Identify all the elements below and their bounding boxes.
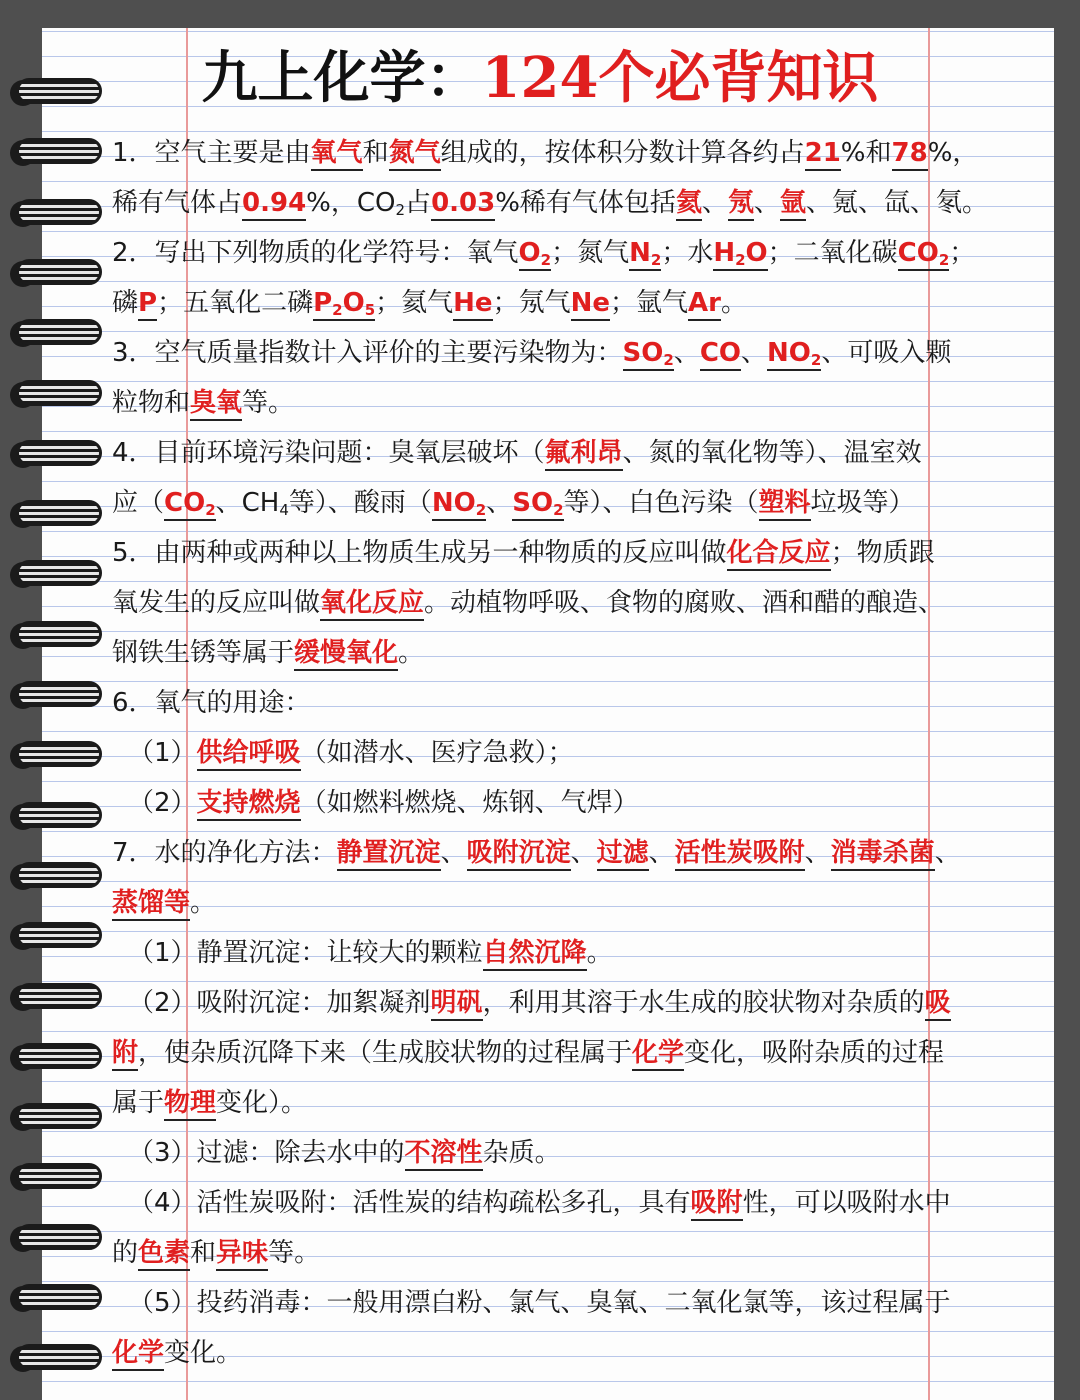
key-term: [545, 438, 623, 471]
note-text: 、: [701, 188, 728, 218]
key-term-text: 静置沉淀: [336, 838, 441, 868]
key-term-text: 吸附: [690, 1188, 743, 1218]
subscript: 2: [650, 251, 662, 269]
binding-ring: [10, 1344, 102, 1374]
note-text: 和: [190, 1238, 217, 1268]
note-text: 3．空气质量指数计入评价的主要污染物为：: [112, 338, 623, 368]
note-text: 7．水的净化方法：: [112, 838, 337, 868]
note-text: （如燃料燃烧、炼钢、气焊）: [300, 788, 639, 818]
binding-ring: [10, 862, 102, 892]
binding-ring: [10, 741, 102, 771]
note-text: 1．空气主要是由: [112, 138, 311, 168]
note-line: [112, 178, 1047, 228]
note-text: ；物质跟: [830, 538, 935, 568]
binding-ring: [10, 319, 102, 349]
key-term-text: 21: [804, 138, 841, 168]
note-text: 属于: [112, 1088, 165, 1118]
key-term-text: 支持燃烧: [196, 788, 301, 818]
note-line: [112, 428, 1047, 478]
note-line: [112, 928, 1047, 978]
key-term: [728, 188, 754, 221]
key-term: [519, 238, 552, 271]
note-text: %稀有气体包括: [495, 188, 676, 218]
note-line: [112, 1328, 1047, 1378]
key-term: [112, 888, 190, 921]
key-term: [138, 288, 157, 321]
key-term-text: 塑料: [758, 488, 811, 518]
note-text: 杂质。: [482, 1138, 561, 1168]
binding-ring: [10, 380, 102, 410]
binding-ring: [10, 1043, 102, 1073]
binding-ring: [10, 922, 102, 952]
key-term: [242, 188, 306, 221]
note-text: ，使杂质沉降下来（生成胶状物的过程属于: [138, 1038, 633, 1068]
note-text: （如潜水、医疗急救）；: [300, 738, 574, 768]
note-text: 磷: [112, 288, 139, 318]
key-term-text: 供给呼吸: [196, 738, 301, 768]
note-text: 、: [934, 838, 961, 868]
binding-ring: [10, 1284, 102, 1314]
key-term: [700, 338, 741, 371]
note-text: 、可吸入颗: [821, 338, 952, 368]
key-term-text: 化学: [632, 1038, 685, 1068]
note-text: 4．目前环境污染问题：臭氧层破坏（: [112, 438, 545, 468]
key-term-text: 蒸馏等: [112, 888, 191, 918]
note-text: 应（: [112, 488, 165, 518]
key-term-text: 臭氧: [190, 388, 243, 418]
key-term: [571, 288, 610, 321]
key-term: [483, 938, 587, 971]
key-term: [898, 238, 950, 271]
note-text: 。动植物呼吸、食物的腐败、酒和醋的酿造、: [424, 588, 945, 618]
note-text: （2）吸附沉淀：加絮凝剂: [128, 988, 431, 1018]
note-text: 。: [190, 888, 217, 918]
note-text: ，利用其溶于水生成的胶状物对杂质的: [482, 988, 925, 1018]
key-term: [727, 538, 831, 571]
note-line: [112, 1278, 1047, 1328]
note-text: 、: [741, 338, 768, 368]
key-term-text: 氖: [727, 188, 754, 218]
key-term: [676, 188, 702, 221]
key-term-text: 化学: [112, 1338, 165, 1368]
key-term: [831, 838, 935, 871]
note-text: （1）: [128, 738, 197, 768]
binding-ring: [10, 1224, 102, 1254]
note-text: ；氦气: [375, 288, 454, 318]
note-line: [112, 578, 1047, 628]
note-text: （3）过滤：除去水中的: [128, 1138, 405, 1168]
note-text: 等）、酸雨（: [288, 488, 432, 518]
note-text: 。: [398, 638, 425, 668]
note-line: [112, 778, 1047, 828]
key-term-text: 氧化反应: [320, 588, 425, 618]
page-title: [0, 40, 1080, 116]
note-text: %和: [840, 138, 892, 168]
key-term-text: 活性炭吸附: [674, 838, 805, 868]
key-term: [164, 1088, 216, 1121]
note-text: ；水: [661, 238, 714, 268]
key-term-text: 78: [891, 138, 928, 168]
key-term: [805, 138, 841, 171]
note-text: ；氮气: [551, 238, 630, 268]
note-text: 、CH: [215, 488, 280, 518]
note-text: 、: [648, 838, 675, 868]
note-line: [112, 1028, 1047, 1078]
key-term: [313, 288, 375, 321]
note-text: 变化）。: [216, 1088, 308, 1118]
key-term: [767, 338, 821, 371]
key-term: [675, 838, 805, 871]
subscript: 2: [938, 251, 950, 269]
key-term: [112, 1338, 164, 1371]
note-text: 等）、白色污染（: [563, 488, 759, 518]
key-term: [190, 388, 242, 421]
key-term-text: NO: [431, 488, 476, 518]
key-term-text: Ne: [570, 288, 610, 318]
key-term-text: 消毒杀菌: [830, 838, 935, 868]
note-text: （2）: [128, 788, 197, 818]
note-text: 等。: [242, 388, 295, 418]
binding-ring: [10, 1163, 102, 1193]
note-text: 占: [405, 188, 432, 218]
key-term-text: H: [713, 238, 736, 268]
subscript: 2: [205, 501, 216, 519]
note-text: 等。: [268, 1238, 321, 1268]
note-line: [112, 878, 1047, 928]
note-text: 2．写出下列物质的化学符号：氧气: [112, 238, 519, 268]
key-term-text: 0.94: [242, 188, 307, 218]
key-term-text: CO: [164, 488, 206, 518]
subscript: 4: [279, 501, 289, 519]
note-text: 粒物和: [112, 388, 191, 418]
binding-ring: [10, 259, 102, 289]
note-text: ；五氧化二磷: [157, 288, 314, 318]
binding-ring: [10, 138, 102, 168]
note-text: ；氩气: [609, 288, 688, 318]
key-term: [597, 838, 649, 871]
binding-ring: [10, 500, 102, 530]
key-term-text: O: [745, 238, 768, 268]
note-text: 稀有气体占: [112, 188, 243, 218]
key-term: [713, 238, 767, 271]
note-line: [112, 128, 1047, 178]
key-term-text: SO: [512, 488, 554, 518]
note-text: 。: [586, 938, 613, 968]
key-term: [389, 138, 441, 171]
note-line: [112, 228, 1047, 278]
key-term: [432, 488, 486, 521]
binding-ring: [10, 1103, 102, 1133]
key-term: [405, 1138, 483, 1171]
note-text: 。: [720, 288, 747, 318]
subscript: 2: [332, 301, 343, 319]
spiral-binding: [0, 0, 110, 1400]
note-text: 、: [486, 488, 513, 518]
note-line: [112, 378, 1047, 428]
key-term-text: Ar: [688, 288, 721, 318]
key-term: [311, 138, 363, 171]
subscript: 2: [475, 501, 487, 519]
note-text: 、: [570, 838, 597, 868]
key-term-text: O: [518, 238, 541, 268]
key-term-text: 氟利昂: [544, 438, 623, 468]
subscript: 2: [395, 201, 406, 219]
key-term-text: O: [342, 288, 365, 318]
key-term-text: 吸: [924, 988, 951, 1018]
binding-ring: [10, 802, 102, 832]
key-term: [632, 1038, 684, 1071]
key-term: [164, 488, 216, 521]
key-term: [623, 338, 674, 371]
note-text: 、: [804, 838, 831, 868]
key-term-text: N: [629, 238, 651, 268]
key-term-text: 氮气: [388, 138, 441, 168]
key-term-text: 明矾: [430, 988, 483, 1018]
note-text: %，CO: [306, 188, 396, 218]
key-term-text: SO: [622, 338, 664, 368]
note-line: [112, 528, 1047, 578]
note-line: [112, 978, 1047, 1028]
key-term: [320, 588, 424, 621]
key-term: [688, 288, 721, 321]
key-term-text: He: [453, 288, 493, 318]
key-term: [780, 188, 806, 221]
note-line: [112, 1078, 1047, 1128]
note-text: ；: [949, 238, 976, 268]
key-term-text: 0.03: [431, 188, 496, 218]
note-line: [112, 828, 1047, 878]
key-term: [453, 288, 492, 321]
key-term-text: CO: [897, 238, 939, 268]
key-term: [512, 488, 563, 521]
key-term: [197, 738, 301, 771]
key-term: [112, 1038, 138, 1071]
key-term: [294, 638, 398, 671]
note-text: 变化。: [164, 1338, 243, 1368]
note-text: 氧发生的反应叫做: [112, 588, 321, 618]
note-line: [112, 1128, 1047, 1178]
key-term-text: 自然沉降: [482, 938, 587, 968]
binding-ring: [10, 983, 102, 1013]
subscript: 2: [735, 251, 746, 269]
key-term: [892, 138, 928, 171]
note-line: [112, 628, 1047, 678]
binding-ring: [10, 621, 102, 651]
note-text: %，: [927, 138, 979, 168]
subscript: 2: [553, 501, 564, 519]
notes-body: [112, 128, 1047, 1378]
key-term: [197, 788, 301, 821]
key-term-text: CO: [699, 338, 742, 368]
key-term-text: 氧气: [310, 138, 363, 168]
note-text: （1）静置沉淀：让较大的颗粒: [128, 938, 483, 968]
key-term-text: 氦: [675, 188, 702, 218]
note-line: [112, 478, 1047, 528]
binding-ring: [10, 560, 102, 590]
key-term-text: 缓慢氧化: [294, 638, 399, 668]
note-text: ；氖气: [492, 288, 571, 318]
note-line: [112, 1228, 1047, 1278]
subscript: 2: [540, 251, 552, 269]
key-term-text: 氩: [780, 188, 807, 218]
key-term: [431, 188, 495, 221]
note-text: 5．由两种或两种以上物质生成另一种物质的反应叫做: [112, 538, 727, 568]
note-line: [112, 328, 1047, 378]
note-text: 的: [112, 1238, 139, 1268]
binding-ring: [10, 199, 102, 229]
binding-ring: [10, 681, 102, 711]
note-text: 变化，吸附杂质的过程: [684, 1038, 945, 1068]
key-term: [431, 988, 483, 1021]
subscript: 2: [810, 351, 822, 369]
key-term: [216, 1238, 268, 1271]
note-text: 、: [753, 188, 780, 218]
note-text: （5）投药消毒：一般用漂白粉、氯气、臭氧、二氧化氯等，该过程属于: [128, 1288, 951, 1318]
binding-ring: [10, 440, 102, 470]
subscript: 5: [364, 301, 376, 319]
key-term: [138, 1238, 190, 1271]
key-term-text: 色素: [138, 1238, 191, 1268]
note-text: 、氪、氙、氡。: [806, 188, 989, 218]
note-text: ；二氧化碳: [767, 238, 898, 268]
key-term-text: 吸附沉淀: [466, 838, 571, 868]
note-text: （4）活性炭吸附：活性炭的结构疏松多孔，具有: [128, 1188, 691, 1218]
key-term: [759, 488, 811, 521]
key-term-text: 物理: [164, 1088, 217, 1118]
note-text: 组成的，按体积分数计算各约占: [440, 138, 805, 168]
key-term-text: 附: [112, 1038, 139, 1068]
title-subject: 九上化学：: [201, 45, 482, 111]
key-term-text: 不溶性: [404, 1138, 483, 1168]
note-line: [112, 278, 1047, 328]
key-term: [691, 1188, 743, 1221]
note-text: 、氮的氧化物等）、温室效: [622, 438, 922, 468]
title-highlight: 124个必背知识: [481, 45, 879, 111]
key-term-text: 化合反应: [726, 538, 831, 568]
note-text: 垃圾等）: [810, 488, 915, 518]
note-text: 、: [673, 338, 700, 368]
key-term: [925, 988, 951, 1021]
note-text: 和: [362, 138, 389, 168]
note-text: 性，可以吸附水中: [742, 1188, 951, 1218]
note-line: [112, 1178, 1047, 1228]
note-text: 钢铁生锈等属于: [112, 638, 295, 668]
key-term-text: NO: [767, 338, 811, 368]
note-line: [112, 678, 1047, 728]
note-text: 6．氧气的用途：: [112, 688, 311, 718]
key-term-text: P: [313, 288, 333, 318]
key-term: [467, 838, 571, 871]
subscript: 2: [663, 351, 674, 369]
key-term: [629, 238, 661, 271]
key-term: [337, 838, 441, 871]
note-line: [112, 728, 1047, 778]
key-term-text: 过滤: [596, 838, 649, 868]
key-term-text: 异味: [216, 1238, 269, 1268]
note-text: 、: [440, 838, 467, 868]
key-term-text: P: [138, 288, 158, 318]
